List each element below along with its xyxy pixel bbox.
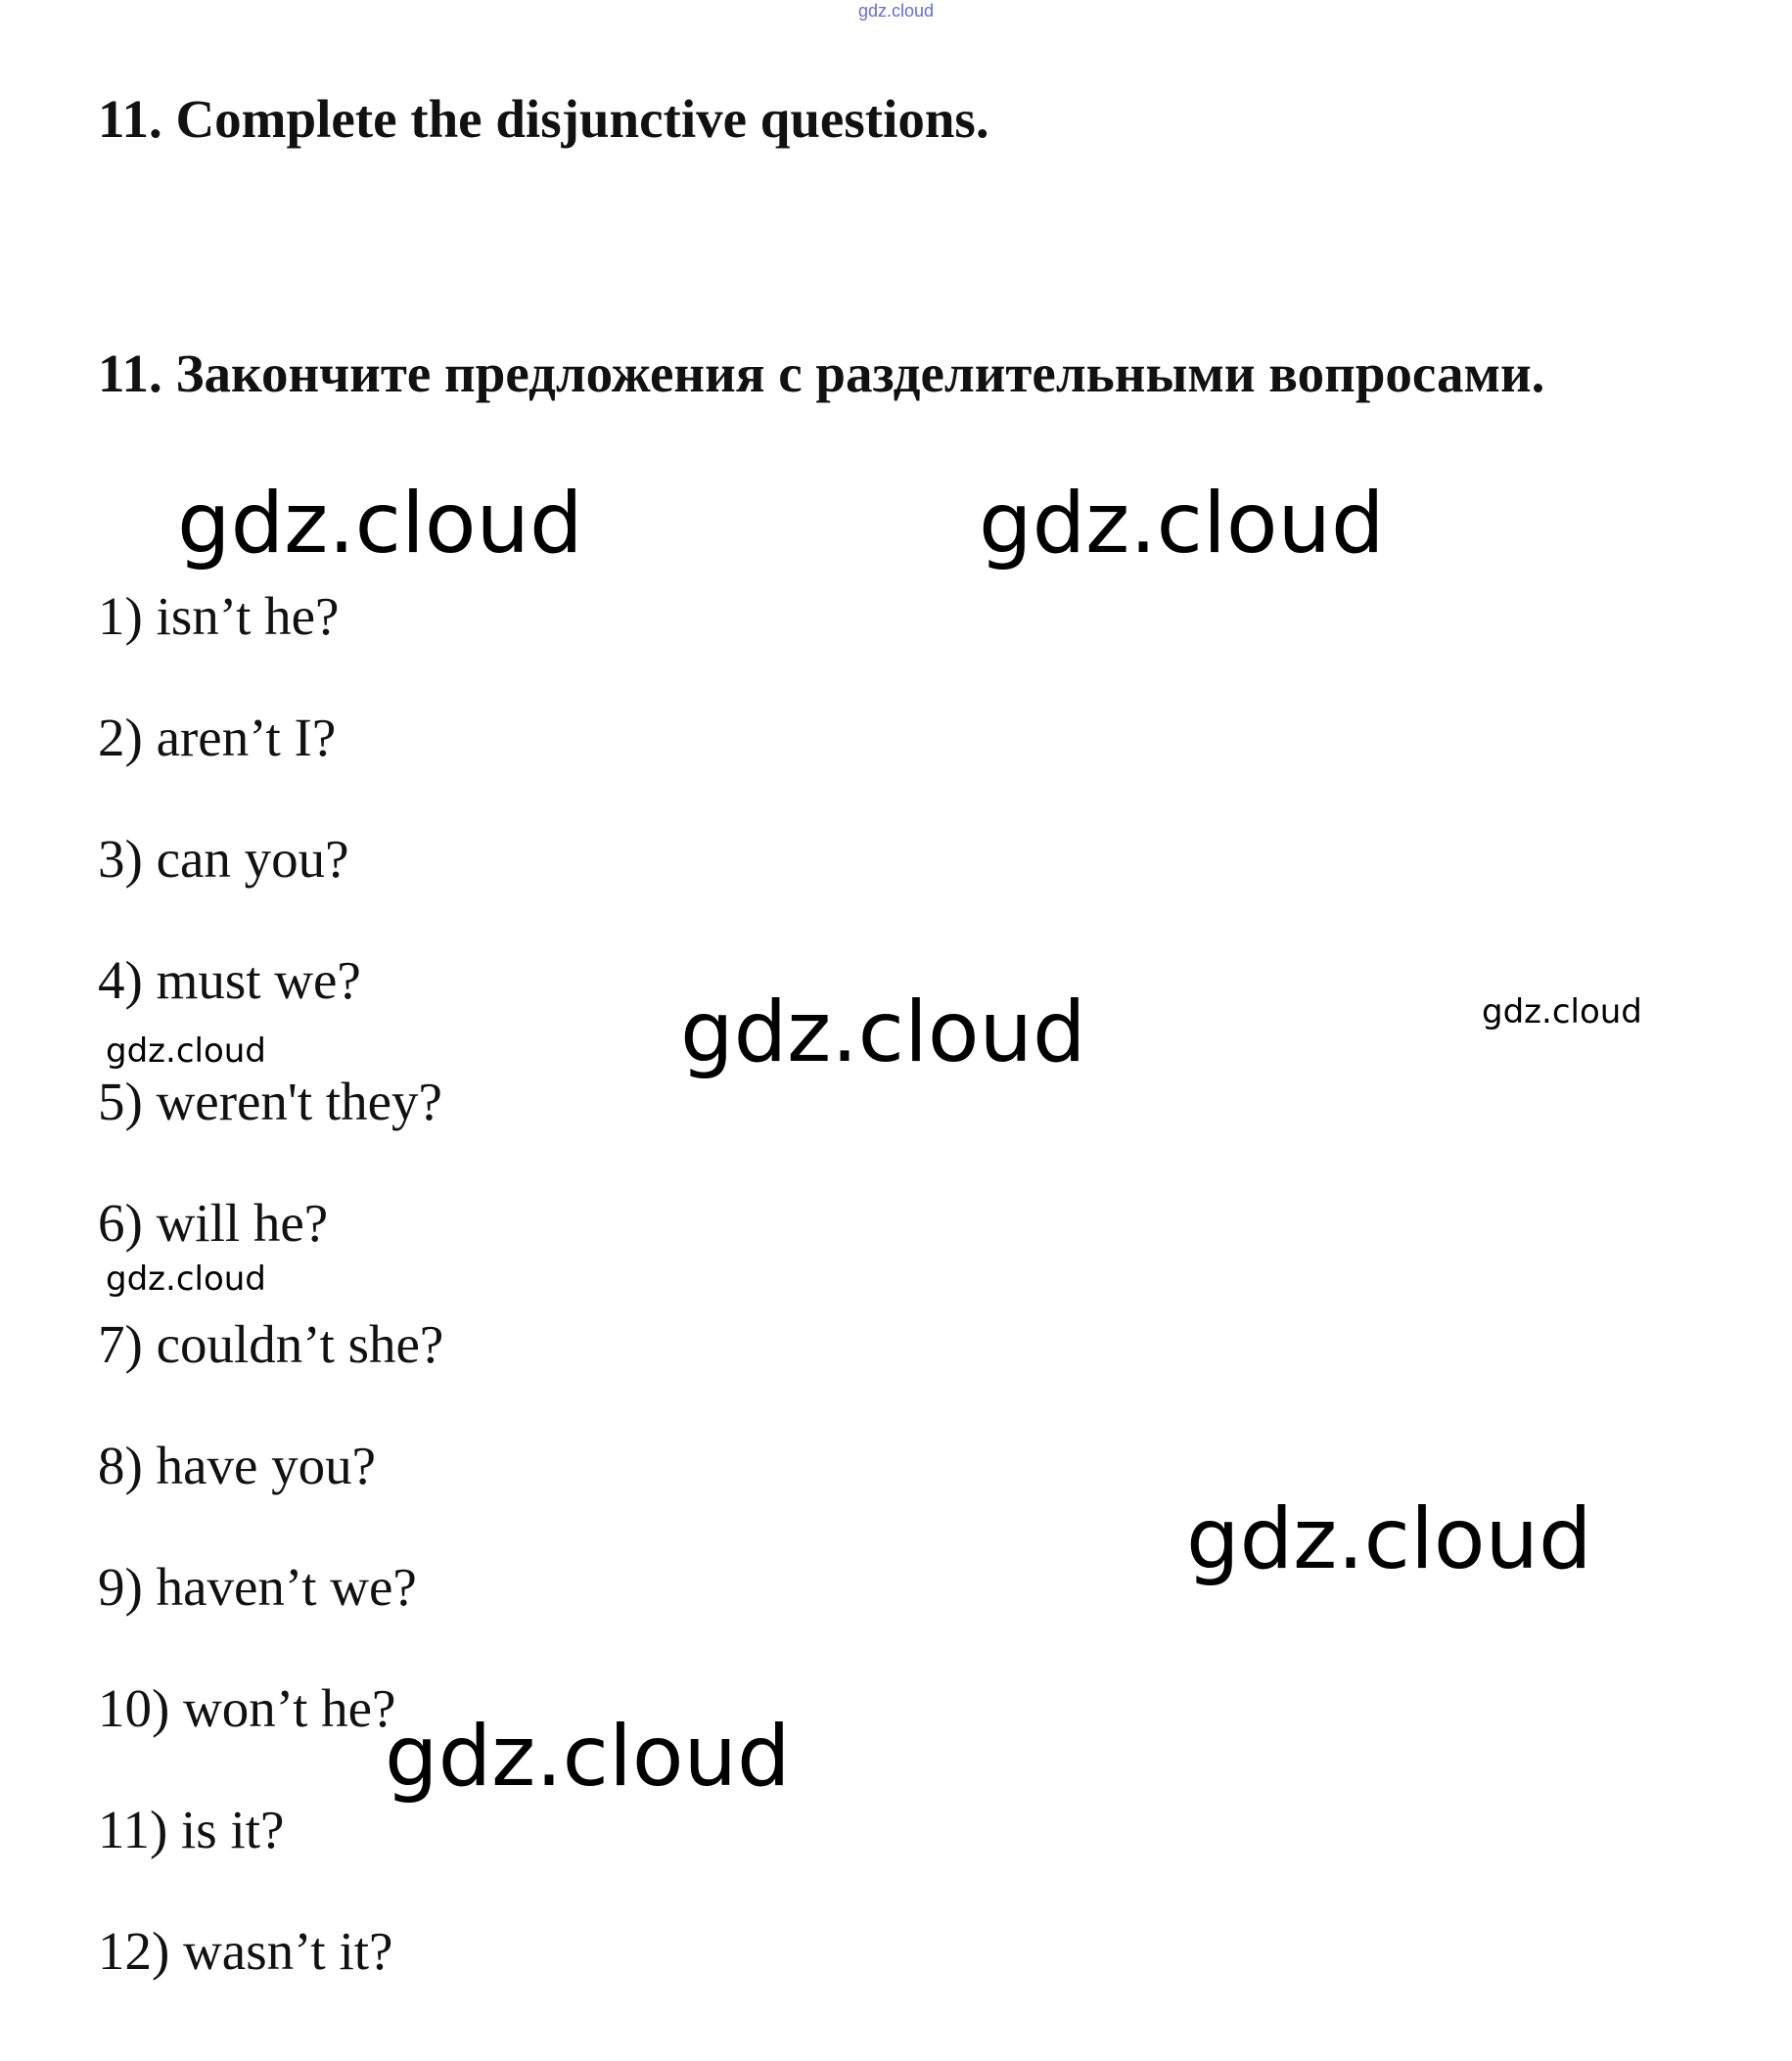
answer-item: 10) won’t he? xyxy=(98,1678,396,1738)
answer-item: 1) isn’t he? xyxy=(98,586,340,646)
watermark-small: gdz.cloud xyxy=(1482,992,1642,1031)
watermark-large: gdz.cloud xyxy=(385,1708,791,1806)
watermark-small: gdz.cloud xyxy=(106,1031,266,1071)
watermark-large: gdz.cloud xyxy=(177,475,583,572)
task-title-english: 11. Complete the disjunctive questions. xyxy=(98,89,989,149)
answer-item: 3) can you? xyxy=(98,829,349,889)
answer-item: 9) haven’t we? xyxy=(98,1557,417,1617)
watermark-large: gdz.cloud xyxy=(680,984,1086,1081)
top-site-watermark: gdz.cloud xyxy=(857,1,935,21)
answer-item: 8) have you? xyxy=(98,1436,377,1495)
answer-item: 5) weren't they? xyxy=(98,1072,442,1131)
answers-list xyxy=(98,585,443,2041)
answer-item: 4) must we? xyxy=(98,950,361,1010)
answer-item: 12) wasn’t it? xyxy=(98,1921,393,1981)
answer-item: 2) aren’t I? xyxy=(98,708,337,767)
answer-item: 7) couldn’t she? xyxy=(98,1314,444,1374)
watermark-large: gdz.cloud xyxy=(979,475,1385,572)
answer-item: 11) is it? xyxy=(98,1800,285,1859)
watermark-small: gdz.cloud xyxy=(106,1260,266,1299)
answer-item: 6) will he? xyxy=(98,1193,329,1253)
watermark-large: gdz.cloud xyxy=(1186,1490,1592,1588)
task-title-russian: 11. Закончите предложения с разделительными вопросами. xyxy=(98,344,1545,403)
